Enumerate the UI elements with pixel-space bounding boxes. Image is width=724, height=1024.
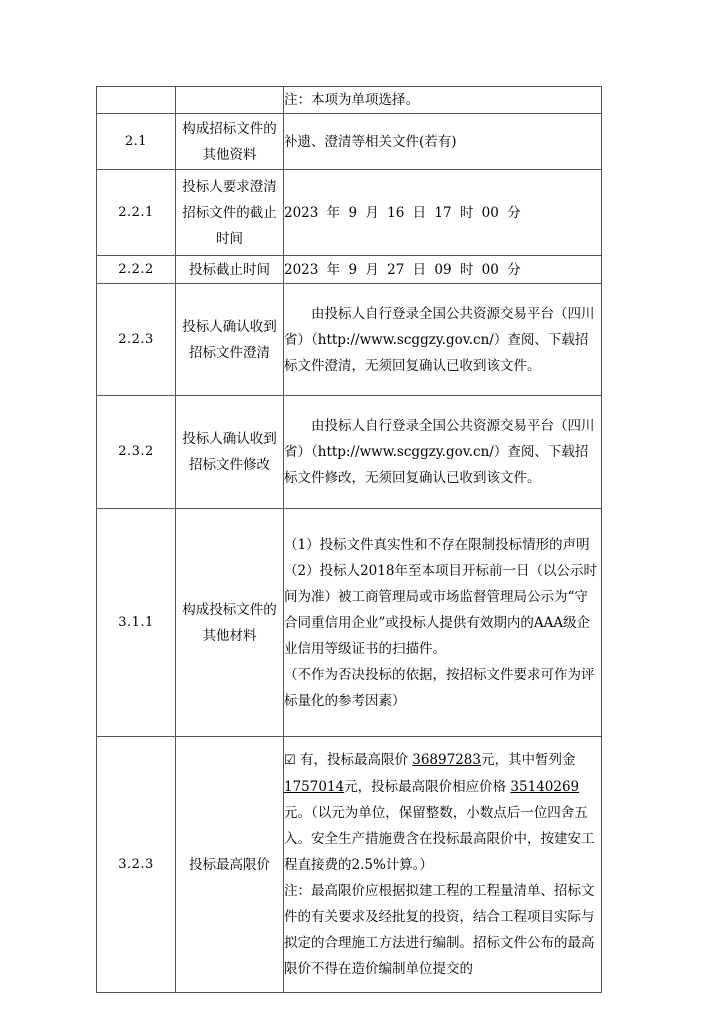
row-content: 注：本项为单项选择。 [284,87,602,114]
content-line: （不作为否决投标的依据，按招标文件要求可作为评标量化的参考因素） [284,666,595,709]
row-item: 投标人确认收到招标文件修改 [176,396,284,509]
row-content: 补遗、澄清等相关文件(若有) [284,114,602,170]
table-row [97,284,602,396]
price-text: 有，投标最高限价 [295,752,413,768]
corresponding-price-value: 35140269 [510,779,580,795]
table-row [97,396,602,509]
row-item: 投标最高限价 [176,737,284,993]
price-text: 元，其中暂列金 [480,752,576,768]
price-note: 注：最高限价应根据拟建工程的工程量清单、招标文件的有关要求及经批复的投资，结合工程项目实际与拟定的合理施工方法进行编制。招标文件公布的最高限价不得在造价编制单位提交的 [284,883,595,977]
row-number: 2.1 [97,114,176,170]
row-item: 构成投标文件的其他材料 [176,509,284,737]
row-content [284,737,602,993]
price-paragraph [284,747,601,878]
table-row [97,509,602,737]
table-row [97,737,602,993]
bid-data-table [96,86,602,993]
table-row [97,87,602,114]
bid-deadline: 2023 年 9 月 27 日 09 时 00 分 [284,256,602,284]
row-item: 投标截止时间 [176,256,284,284]
row-item [176,87,284,114]
row-number: 2.2.1 [97,170,176,256]
row-content: 由投标人自行登录全国公共资源交易平台（四川省）（http://www.scggzy.gov.cn/）查阅、下载招标文件澄清，无须回复确认已收到该文件。 [284,284,602,396]
row-number: 2.3.2 [97,396,176,509]
row-content: 由投标人自行登录全国公共资源交易平台（四川省）（http://www.scggzy.gov.cn/）查阅、下载招标文件修改，无须回复确认已收到该文件。 [284,396,602,509]
max-price-value: 36897283 [412,752,481,768]
table-row [97,256,602,284]
row-item: 构成招标文件的其他资料 [176,114,284,170]
content-line: （1）投标文件真实性和不存在限制投标情形的声明 [284,536,590,553]
price-text: 元，投标最高限价相应价格 [344,779,511,795]
row-number [97,87,176,114]
price-text: 元。（以元为单位，保留整数，小数点后一位四舍五入。安全生产措施费含在投标最高限价中，按建安工程直接费的2.5%计算。） [284,805,595,873]
table-row [97,170,602,256]
row-number: 2.2.3 [97,284,176,396]
row-number: 3.1.1 [97,509,176,737]
clarification-deadline: 2023 年 9 月 16 日 17 时 00 分 [284,170,602,256]
content-line: （2）投标人2018年至本项目开标前一日（以公示时间为准）被工商管理局或市场监督管理局公示为“守合同重信用企业”或投标人提供有效期内的AAA级企业信用等级证书的扫描件。 [284,562,597,657]
table-row [97,114,602,170]
row-item: 投标人确认收到招标文件澄清 [176,284,284,396]
row-number: 3.2.3 [97,737,176,993]
row-number: 2.2.2 [97,256,176,284]
checked-box-icon: ☑ [284,753,296,768]
row-item: 投标人要求澄清招标文件的截止时间 [176,170,284,256]
row-content [284,509,602,737]
provisional-sum-value: 1757014 [284,779,345,795]
